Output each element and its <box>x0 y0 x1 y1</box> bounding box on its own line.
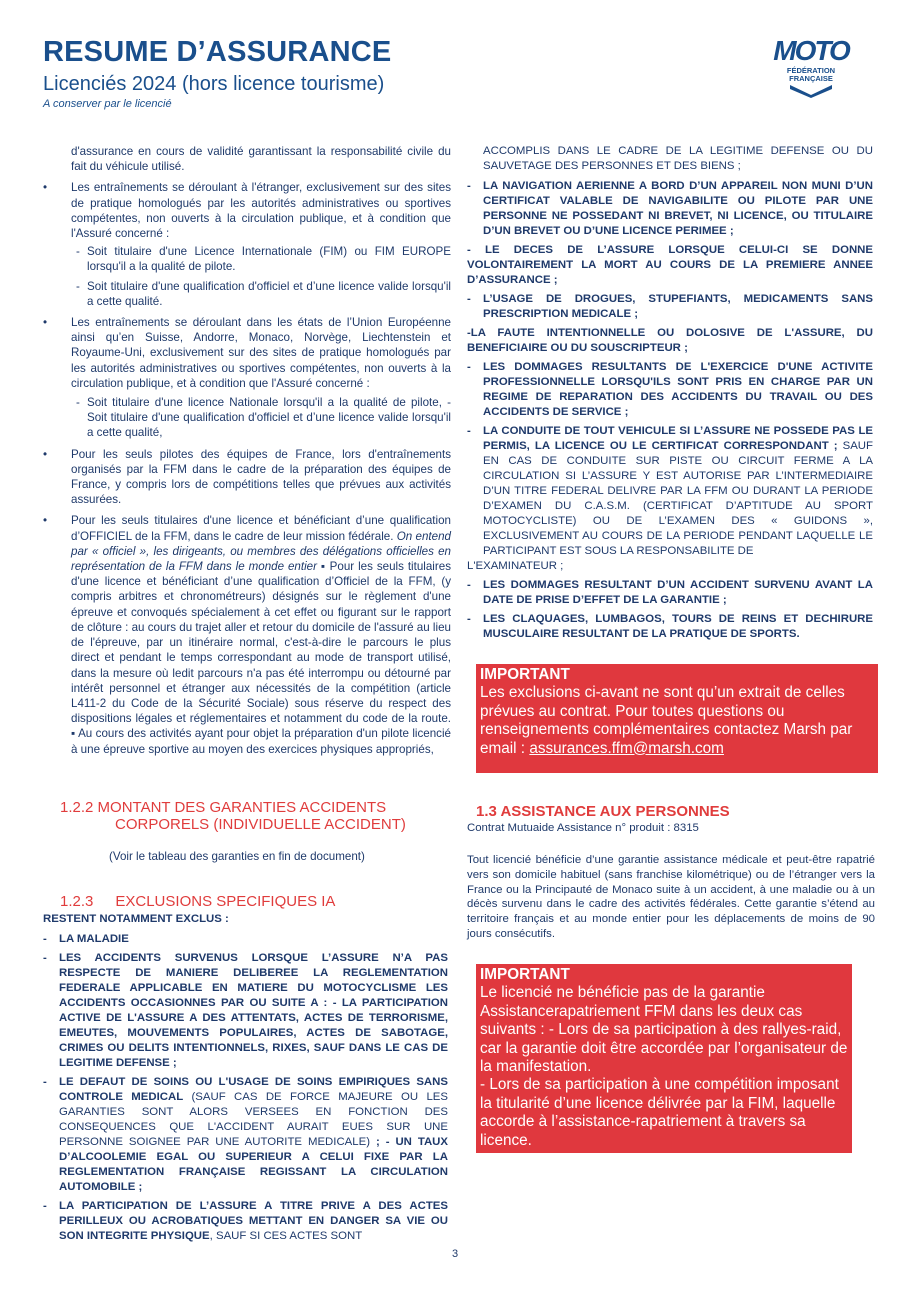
exclusion-item: - LA NAVIGATION AERIENNE A BORD D’UN APPAREIL NON MUNI D’UN CERTIFICAT VALABLE DE NAVIGABILITE OU PILOTE PAR UNE PERSONNE NE POSSEDANT NI BREVET, NI LICENCE, OU TITULAIRE D’UN BREVET OU D’UNE LICENCE PERIMEE ; <box>467 180 873 237</box>
exclusion-text: LES ACCIDENTS SURVENUS LORSQUE L’ASSURE N’A PAS RESPECTE DE MANIERE DELIBEREE LA REGLEMENTATION FEDERALE APPLICABLE EN MATIERE DU MOTOCYCLISME LES ACCIDENTS OCCASIONNES PAR OU SUITE A : - LA PARTICIPATION ACTIVE DE L'ASSURE A DES ATTENTATS, ACTES DE TERRORISME, EMEUTES, MOUVEMENTS POPULAIRES, ACTES DE SABOTAGE, CRIMES OU DELITS INTENTIONNELS, RIXES, SAUF DANS LE CAS DE LEGITIME DEFENSE ; <box>59 952 448 1069</box>
page-note: A conserver par le licencié <box>43 98 172 110</box>
bullet-text-italic: On entend par « officiel », les dirigeants, ou membres des délégations officielles en représentation de la FFM dans le monde entier <box>71 529 451 574</box>
bullet-text: Pour les seuls titulaires d'une licence et bénéficiant d’une qualification d’OFFICIEL de la FFM, dans le cadre de leur mission fédérale. <box>71 514 451 543</box>
important-text: Le licencié ne bénéficie pas de la garantie Assistancerapatriement FFM dans les deux cas suivants : - Lors de sa participation à des rallyes-raid, car la garantie doit être accordée par l’organisateur de la manifestation. <box>480 984 848 1076</box>
exclusion-item: - LE DEFAUT DE SOINS OU L'USAGE DE SOINS EMPIRIQUES SANS CONTROLE MEDICAL (SAUF CAS DE FORCE MAJEURE OU LES GARANTIES SONT ALORS VERSEES EN FONCTION DES CONSEQUENCES QUE L'ACCIDENT AURAIT EUES SUR UNE PERSONNE SOIGNEE PAR UNE AUTORITE MEDICALE) ; - UN TAUX D’ALCOOLEMIE EGAL OU SUPERIEUR A CELUI FIXE PAR LA REGLEMENTATION FRANÇAISE REGISSANT LA CIRCULATION AUTOMOBILE ; <box>43 1076 449 1193</box>
exclusion-text: LES DOMMAGES RESULTANT D’UN ACCIDENT SURVENU AVANT LA DATE DE PRISE D’EFFET DE LA GARANTIE ; <box>483 579 873 606</box>
ffm-moto-logo <box>766 34 856 98</box>
section-123-heading <box>60 893 335 910</box>
exclusion-text-bold: LA CONDUITE DE TOUT VEHICULE SI L’ASSURE NE POSSEDE PAS LE PERMIS, LA LICENCE OU LE CERTIFICAT CORRESPONDANT ; <box>483 425 873 452</box>
exclusion-text: LES DOMMAGES RESULTANTS DE L'EXERCICE D'UNE ACTIVITE PROFESSIONNELLE LORSQU'ILS SONT PRIS EN CHARGE PAR UN REGIME DE REPARATION DES ACCIDENTS DU TRAVAIL OU DES ACCIDENTS DE SERVICE ; <box>483 361 873 418</box>
bullet-item <box>43 447 451 508</box>
exclusion-text: SAUF EN CAS DE CONDUITE SUR PISTE OU CIRCUIT FERME A LA CIRCULATION SI L’ASSURE Y EST AUTORISE PAR L’INTERMEDIAIRE D’UN TITRE FEDERAL DELIVRE PAR LA FFM OU DURANT LA PERIODE D’EXAMEN DU C.A.S.M. (CERTIFICAT D’APTITUDE AU SPORT MOTOCYCLISTE) OU DE L’EXAMEN DES « GUIDONS », EXCLUSIVEMENT AU COURS DE LA PERIODE PENDANT LAQUELLE LE PARTICIPANT EST SOUS LA RESPONSABILITE DE <box>483 440 873 557</box>
right-column-exclusions <box>467 144 873 646</box>
left-column-top <box>43 144 451 763</box>
section-123-title: EXCLUSIONS SPECIFIQUES IA <box>115 893 336 910</box>
logo-chevron-icon <box>790 85 832 98</box>
bullet-icon: • <box>43 181 48 195</box>
bullet-item <box>43 180 451 309</box>
bullet-text: Pour les seuls pilotes des équipes de France, lors d'entraînements organisés par la FFM dans le cadre de la préparation des équipes de France, y compris lors de compétitions telles que prévues aux activités assurées. <box>71 447 451 507</box>
sub-text: Soit titulaire d'une qualification d'officiel et d’une licence valide lorsqu'il a cette qualité. <box>87 279 451 308</box>
bullet-icon: • <box>43 514 48 528</box>
section-123-number: 1.2.3 <box>60 893 94 910</box>
exclusion-item: - LES ACCIDENTS SURVENUS LORSQUE L’ASSURE N’A PAS RESPECTE DE MANIERE DELIBEREE LA REGLEMENTATION FEDERALE APPLICABLE EN MATIERE DU MOTOCYCLISME LES ACCIDENTS OCCASIONNES PAR OU SUITE A : - LA PARTICIPATION ACTIVE DE L'ASSURE A DES ATTENTATS, ACTES DE TERRORISME, EMEUTES, MOUVEMENTS POPULAIRES, ACTES DE SABOTAGE, CRIMES OU DELITS INTENTIONNELS, RIXES, SAUF DANS LE CAS DE LEGITIME DEFENSE ; <box>43 952 448 1069</box>
exclusion-continued: ACCOMPLIS DANS LE CADRE DE LA LEGITIME DEFENSE OU DU SAUVETAGE DES PERSONNES ET DES BIENS ; <box>483 145 873 172</box>
important-heading: IMPORTANT <box>480 666 570 683</box>
email-link[interactable]: assurances.ffm@marsh.com <box>529 739 724 757</box>
exclusion-item: - LES DOMMAGES RESULTANTS DE L'EXERCICE D'UNE ACTIVITE PROFESSIONNELLE LORSQU'ILS SONT PRIS EN CHARGE PAR UN REGIME DE REPARATION DES ACCIDENTS DU TRAVAIL OU DES ACCIDENTS DE SERVICE ; <box>467 361 873 418</box>
bullet-item <box>43 513 451 756</box>
sub-item: - Soit titulaire d'une qualification d'officiel et d’une licence valide lorsqu'il a cette qualité. <box>76 279 451 308</box>
exclusion-item: - LES DOMMAGES RESULTANT D’UN ACCIDENT SURVENU AVANT LA DATE DE PRISE D’EFFET DE LA GARANTIE ; <box>467 579 873 606</box>
bullet-text: Les entraînements se déroulant à l'étranger, exclusivement sur des sites de pratique homologués par les autorités administratives ou sportives compétentes, non ouverts à la circulation publique, et à condition que l'Assuré concerné : <box>71 181 451 241</box>
exclusion-text-bold: LE DEFAUT DE SOINS OU L'USAGE DE SOINS EMPIRIQUES SANS CONTROLE MEDICAL <box>59 1076 448 1103</box>
section-13-heading: 1.3 ASSISTANCE AUX PERSONNES <box>476 803 730 820</box>
exclusion-text: LES CLAQUAGES, LUMBAGOS, TOURS DE REINS ET DECHIRURE MUSCULAIRE RESULTANT DE LA PRATIQUE DE SPORTS. <box>483 613 873 640</box>
exclusion-item: - LA MALADIE <box>43 933 129 945</box>
sub-text: Soit titulaire d'une licence Nationale lorsqu'il a la qualité de pilote, - Soit titulaire d'une qualification d'officiel et d’une licence valide lorsqu'il a cette qualité, <box>87 396 451 440</box>
important-text: - Lors de sa participation à une compétition imposant la titularité d’une licence délivrée par la FIM, laquelle accorde à l’assistance-rapatriement à travers sa licence. <box>480 1076 839 1149</box>
bullet-item <box>43 315 451 441</box>
bullet-icon: • <box>43 316 48 330</box>
page-number: 3 <box>452 1248 459 1260</box>
bullet-icon: • <box>43 447 48 461</box>
exclusion-text: LA NAVIGATION AERIENNE A BORD D’UN APPAREIL NON MUNI D’UN CERTIFICAT VALABLE DE NAVIGABILITE OU PILOTE PAR UNE PERSONNE NE POSSEDANT NI BREVET, NI LICENCE, OU TITULAIRE D’UN BREVET OU D’UNE LICENCE PERIMEE ; <box>483 180 873 237</box>
exclusions-intro: RESTENT NOTAMMENT EXCLUS : <box>43 913 229 925</box>
section-13-contract: Contrat Mutuaide Assistance n° produit : 8315 <box>467 822 699 834</box>
exclusion-item: -LA FAUTE INTENTIONNELLE OU DOLOSIVE DE L'ASSURE, DU BENEFICIAIRE OU DU SOUSCRIPTEUR ; <box>467 327 873 354</box>
sub-item: - Soit titulaire d'une Licence Internationale (FIM) ou FIM EUROPE lorsqu'il a la qualité de pilote. <box>76 245 451 274</box>
logo-line1: FÉDÉRATION <box>786 66 836 75</box>
sub-text: Soit titulaire d'une Licence Internationale (FIM) ou FIM EUROPE lorsqu'il a la qualité de pilote. <box>87 245 451 274</box>
page-title: RESUME D’ASSURANCE <box>43 36 392 68</box>
exclusion-item: - L’USAGE DE DROGUES, STUPEFIANTS, MEDICAMENTS SANS PRESCRIPTION MEDICALE ; <box>467 293 873 320</box>
important-box-assistance <box>476 964 852 1153</box>
section-13-body <box>467 853 875 942</box>
exclusion-item: - LES CLAQUAGES, LUMBAGOS, TOURS DE REINS ET DECHIRURE MUSCULAIRE RESULTANT DE LA PRATIQUE DE SPORTS. <box>467 613 873 640</box>
bullet-text: Les entraînements se déroulant dans les états de l’Union Européenne ainsi qu’en Suisse, Andorre, Monaco, Norvège, Liechtenstein et Royaume-Uni, exclusivement sur des sites de pratique homologués par les autorités administratives ou sportives compétentes, non ouverts à la circulation publique, et à condition que l'Assuré concerné : <box>71 316 451 390</box>
important-text: Les exclusions ci-avant ne sont qu’un extrait de celles prévues au contrat. Pour toutes questions ou renseignements complémentaires contactez Marsh par email : assurances.ffm@marsh.com <box>480 684 853 757</box>
exclusion-text: (SAUF CAS DE FORCE MAJEURE OU LES GARANTIES SONT ALORS VERSEES EN FONCTION DES CONSEQUENCES QUE L'ACCIDENT AURAIT EUES SUR UNE PERSONNE SOIGNEE PAR UNE AUTORITE MEDICALE) <box>59 1091 448 1148</box>
exclusion-item: - LA PARTICIPATION DE L’ASSURE A TITRE PRIVE A DES ACTES PERILLEUX OU ACROBATIQUES METTANT EN DANGER SA VIE OU SON INTEGRITE PHYSIQUE, SAUF SI CES ACTES SONT <box>43 1200 448 1242</box>
logo-word: MOTO <box>773 35 849 66</box>
section-122-heading <box>60 799 450 833</box>
exclusion-text: LA MALADIE <box>59 933 129 945</box>
left-column-exclusions <box>43 912 448 1248</box>
page-subtitle: Licenciés 2024 (hors licence tourisme) <box>43 73 385 95</box>
exclusion-item: - LA CONDUITE DE TOUT VEHICULE SI L’ASSURE NE POSSEDE PAS LE PERMIS, LA LICENCE OU LE CERTIFICAT CORRESPONDANT ; SAUF EN CAS DE CONDUITE SUR PISTE OU CIRCUIT FERME A LA CIRCULATION SI L’ASSURE Y EST AUTORISE PAR L’INTERMEDIAIRE D’UN TITRE FEDERAL DELIVRE PAR LA FFM OU DURANT LA PERIODE D’EXAMEN DU C.A.S.M. (CERTIFICAT D’APTITUDE AU SPORT MOTOCYCLISTE) OU DE L’EXAMEN DES « GUIDONS », EXCLUSIVEMENT AU COURS DE LA PERIODE PENDANT LAQUELLE LE PARTICIPANT EST SOUS LA RESPONSABILITE DE <box>467 425 873 557</box>
logo-line2: FRANÇAISE <box>789 74 833 83</box>
important-box-exclusions <box>476 664 878 773</box>
exclusion-text-bold: LA PARTICIPATION DE L’ASSURE A TITRE PRIVE A DES ACTES PERILLEUX OU ACROBATIQUES METTANT EN DANGER SA VIE OU SON INTEGRITE PHYSIQUE <box>59 1200 448 1242</box>
section-122-line1: 1.2.2 MONTANT DES GARANTIES ACCIDENTS <box>60 799 387 816</box>
important-heading: IMPORTANT <box>480 966 570 983</box>
sub-item: - Soit titulaire d'une licence Nationale lorsqu'il a la qualité de pilote, - Soit titulaire d'une qualification d'officiel et d’une licence valide lorsqu'il a cette qualité, <box>76 396 451 440</box>
exclusion-text: , SAUF SI CES ACTES SONT <box>209 1230 363 1242</box>
exclusion-text-bold: ; - UN TAUX D’ALCOOLEMIE EGAL OU SUPERIEUR A CELUI FIXE PAR LA REGLEMENTATION FRANÇAISE REGISSANT LA CIRCULATION AUTOMOBILE ; <box>59 1136 449 1193</box>
section-122-line2: CORPORELS (INDIVIDUELLE ACCIDENT) <box>115 816 406 833</box>
section-13-text: Tout licencié bénéficie d’une garantie assistance médicale et peut-être rapatrié vers son domicile habituel (sans franchise kilométrique) ou de l’étranger vers la France ou la Principauté de Monaco suite à un accident, à une maladie ou à un décès survenu dans le cadre des activités fédérales. Cette garantie s’étend au territoire français et au monde entier pour les déplacements de moins de 90 jours consécutifs. <box>467 854 875 940</box>
intro-text: d'assurance en cours de validité garantissant la responsabilité civile du fait du véhicule utilisé. <box>71 145 451 174</box>
bullet-text: ▪ Pour les seuls titulaires d'une licence et bénéficiant d’une qualification d’Officiel de la FFM, (y compris arbitres et chronométreurs) désignés sur le règlement d'une épreuve et convoqués spécialement à cet effet ou figurant sur le rapport de clôture : au cours du trajet aller et retour du domicile de l'assuré au lieu de l'épreuve, par un itinéraire normal, c'est-à-dire le parcours le plus direct et pendant le temps correspondant au mode de transport utilisé, dans la mesure où ledit parcours n'a pas été interrompu ou détourné par intérêt personnel et étranger aux nécessités de la compétition (article L411-2 du Code de la Sécurité Sociale) sous réserve du respect des dispositions légales et réglementaires et notamment du code de la route. ▪ Au cours des activités ayant pour objet la préparation d'un pilote licencié à une épreuve sportive au moyen des exercices physiques appropriés, <box>71 560 451 756</box>
section-122-note: (Voir le tableau des garanties en fin de document) <box>109 850 365 863</box>
exclusion-text: L’USAGE DE DROGUES, STUPEFIANTS, MEDICAMENTS SANS PRESCRIPTION MEDICALE ; <box>483 293 873 320</box>
exclusion-text: L'EXAMINATEUR ; <box>467 560 564 572</box>
exclusion-item: - LE DECES DE L’ASSURE LORSQUE CELUI-CI SE DONNE VOLONTAIREMENT LA MORT AU COURS DE LA PREMIERE ANNEE D’ASSURANCE ; <box>467 244 873 286</box>
